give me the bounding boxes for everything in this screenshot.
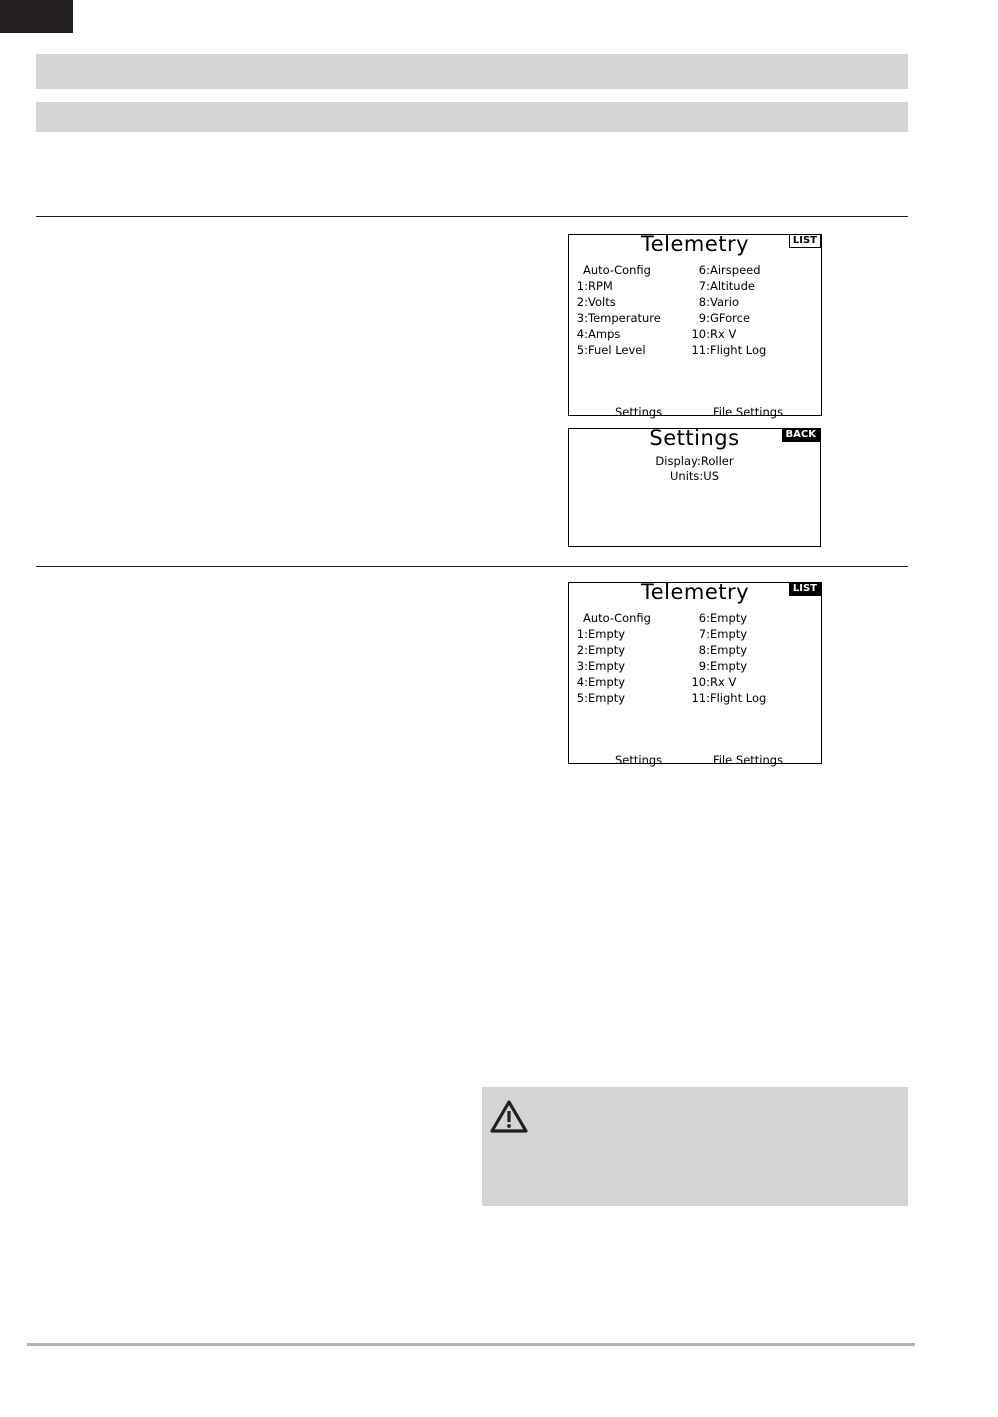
menu-item-slot-8[interactable]: 8:Vario — [698, 295, 739, 309]
units-setting-row[interactable] — [569, 469, 820, 484]
screen-title: Settings — [649, 426, 740, 450]
section-divider-top — [36, 216, 908, 217]
telemetry-screen-2 — [568, 580, 822, 767]
menu-item-slot-6[interactable]: 6:Empty — [698, 611, 748, 625]
list-badge[interactable]: LIST — [789, 582, 821, 596]
units-value[interactable]: US — [703, 469, 719, 483]
telemetry-screen-1 — [568, 232, 822, 419]
menu-item-slot-9[interactable]: 9:Empty — [698, 659, 748, 673]
menu-item-slot-2[interactable]: 2:Volts — [576, 295, 616, 309]
corner-page-tab — [0, 0, 73, 33]
settings-screen — [568, 428, 821, 547]
menu-item-slot-8[interactable]: 8:Empty — [698, 643, 748, 657]
display-value[interactable]: Roller — [700, 454, 734, 468]
warning-triangle-icon — [489, 1099, 529, 1134]
section-header-band — [36, 54, 908, 89]
menu-item-slot-1[interactable]: 1:Empty — [576, 627, 626, 641]
menu-item-slot-6[interactable]: 6:Airspeed — [698, 263, 761, 277]
menu-item-slot-1[interactable]: 1:RPM — [576, 279, 613, 293]
menu-item-auto-config[interactable]: Auto-Config — [583, 263, 651, 277]
settings-softkey[interactable]: Settings — [615, 753, 663, 767]
screen-title: Telemetry — [640, 232, 750, 256]
units-label: Units: — [670, 469, 704, 483]
menu-item-slot-3[interactable]: 3:Empty — [576, 659, 626, 673]
menu-item-slot-2[interactable]: 2:Empty — [576, 643, 626, 657]
display-label: Display: — [655, 454, 701, 468]
list-badge[interactable]: LIST — [789, 234, 821, 248]
screen-title: Telemetry — [640, 580, 750, 604]
subsection-header-band — [36, 102, 908, 132]
warning-box — [482, 1087, 908, 1206]
menu-item-slot-11[interactable]: 11:Flight Log — [691, 343, 767, 357]
menu-item-slot-7[interactable]: 7:Altitude — [698, 279, 755, 293]
menu-item-slot-9[interactable]: 9:GForce — [698, 311, 751, 325]
menu-item-slot-10[interactable]: 10:Rx V — [691, 327, 737, 341]
section-divider-middle — [36, 566, 908, 567]
menu-item-slot-4[interactable]: 4:Empty — [576, 675, 626, 689]
menu-item-slot-3[interactable]: 3:Temperature — [576, 311, 661, 325]
menu-item-slot-5[interactable]: 5:Fuel Level — [576, 343, 646, 357]
menu-item-slot-11[interactable]: 11:Flight Log — [691, 691, 767, 705]
back-badge[interactable]: BACK — [782, 428, 820, 442]
menu-item-auto-config[interactable]: Auto-Config — [583, 611, 651, 625]
display-setting-row[interactable] — [569, 454, 820, 469]
menu-item-slot-7[interactable]: 7:Empty — [698, 627, 748, 641]
menu-item-slot-10[interactable]: 10:Rx V — [691, 675, 737, 689]
menu-item-slot-5[interactable]: 5:Empty — [576, 691, 626, 705]
file-settings-softkey[interactable]: File Settings — [713, 753, 784, 767]
footer-rule — [27, 1343, 915, 1346]
menu-item-slot-4[interactable]: 4:Amps — [576, 327, 621, 341]
settings-softkey[interactable]: Settings — [615, 405, 663, 419]
file-settings-softkey[interactable]: File Settings — [713, 405, 784, 419]
